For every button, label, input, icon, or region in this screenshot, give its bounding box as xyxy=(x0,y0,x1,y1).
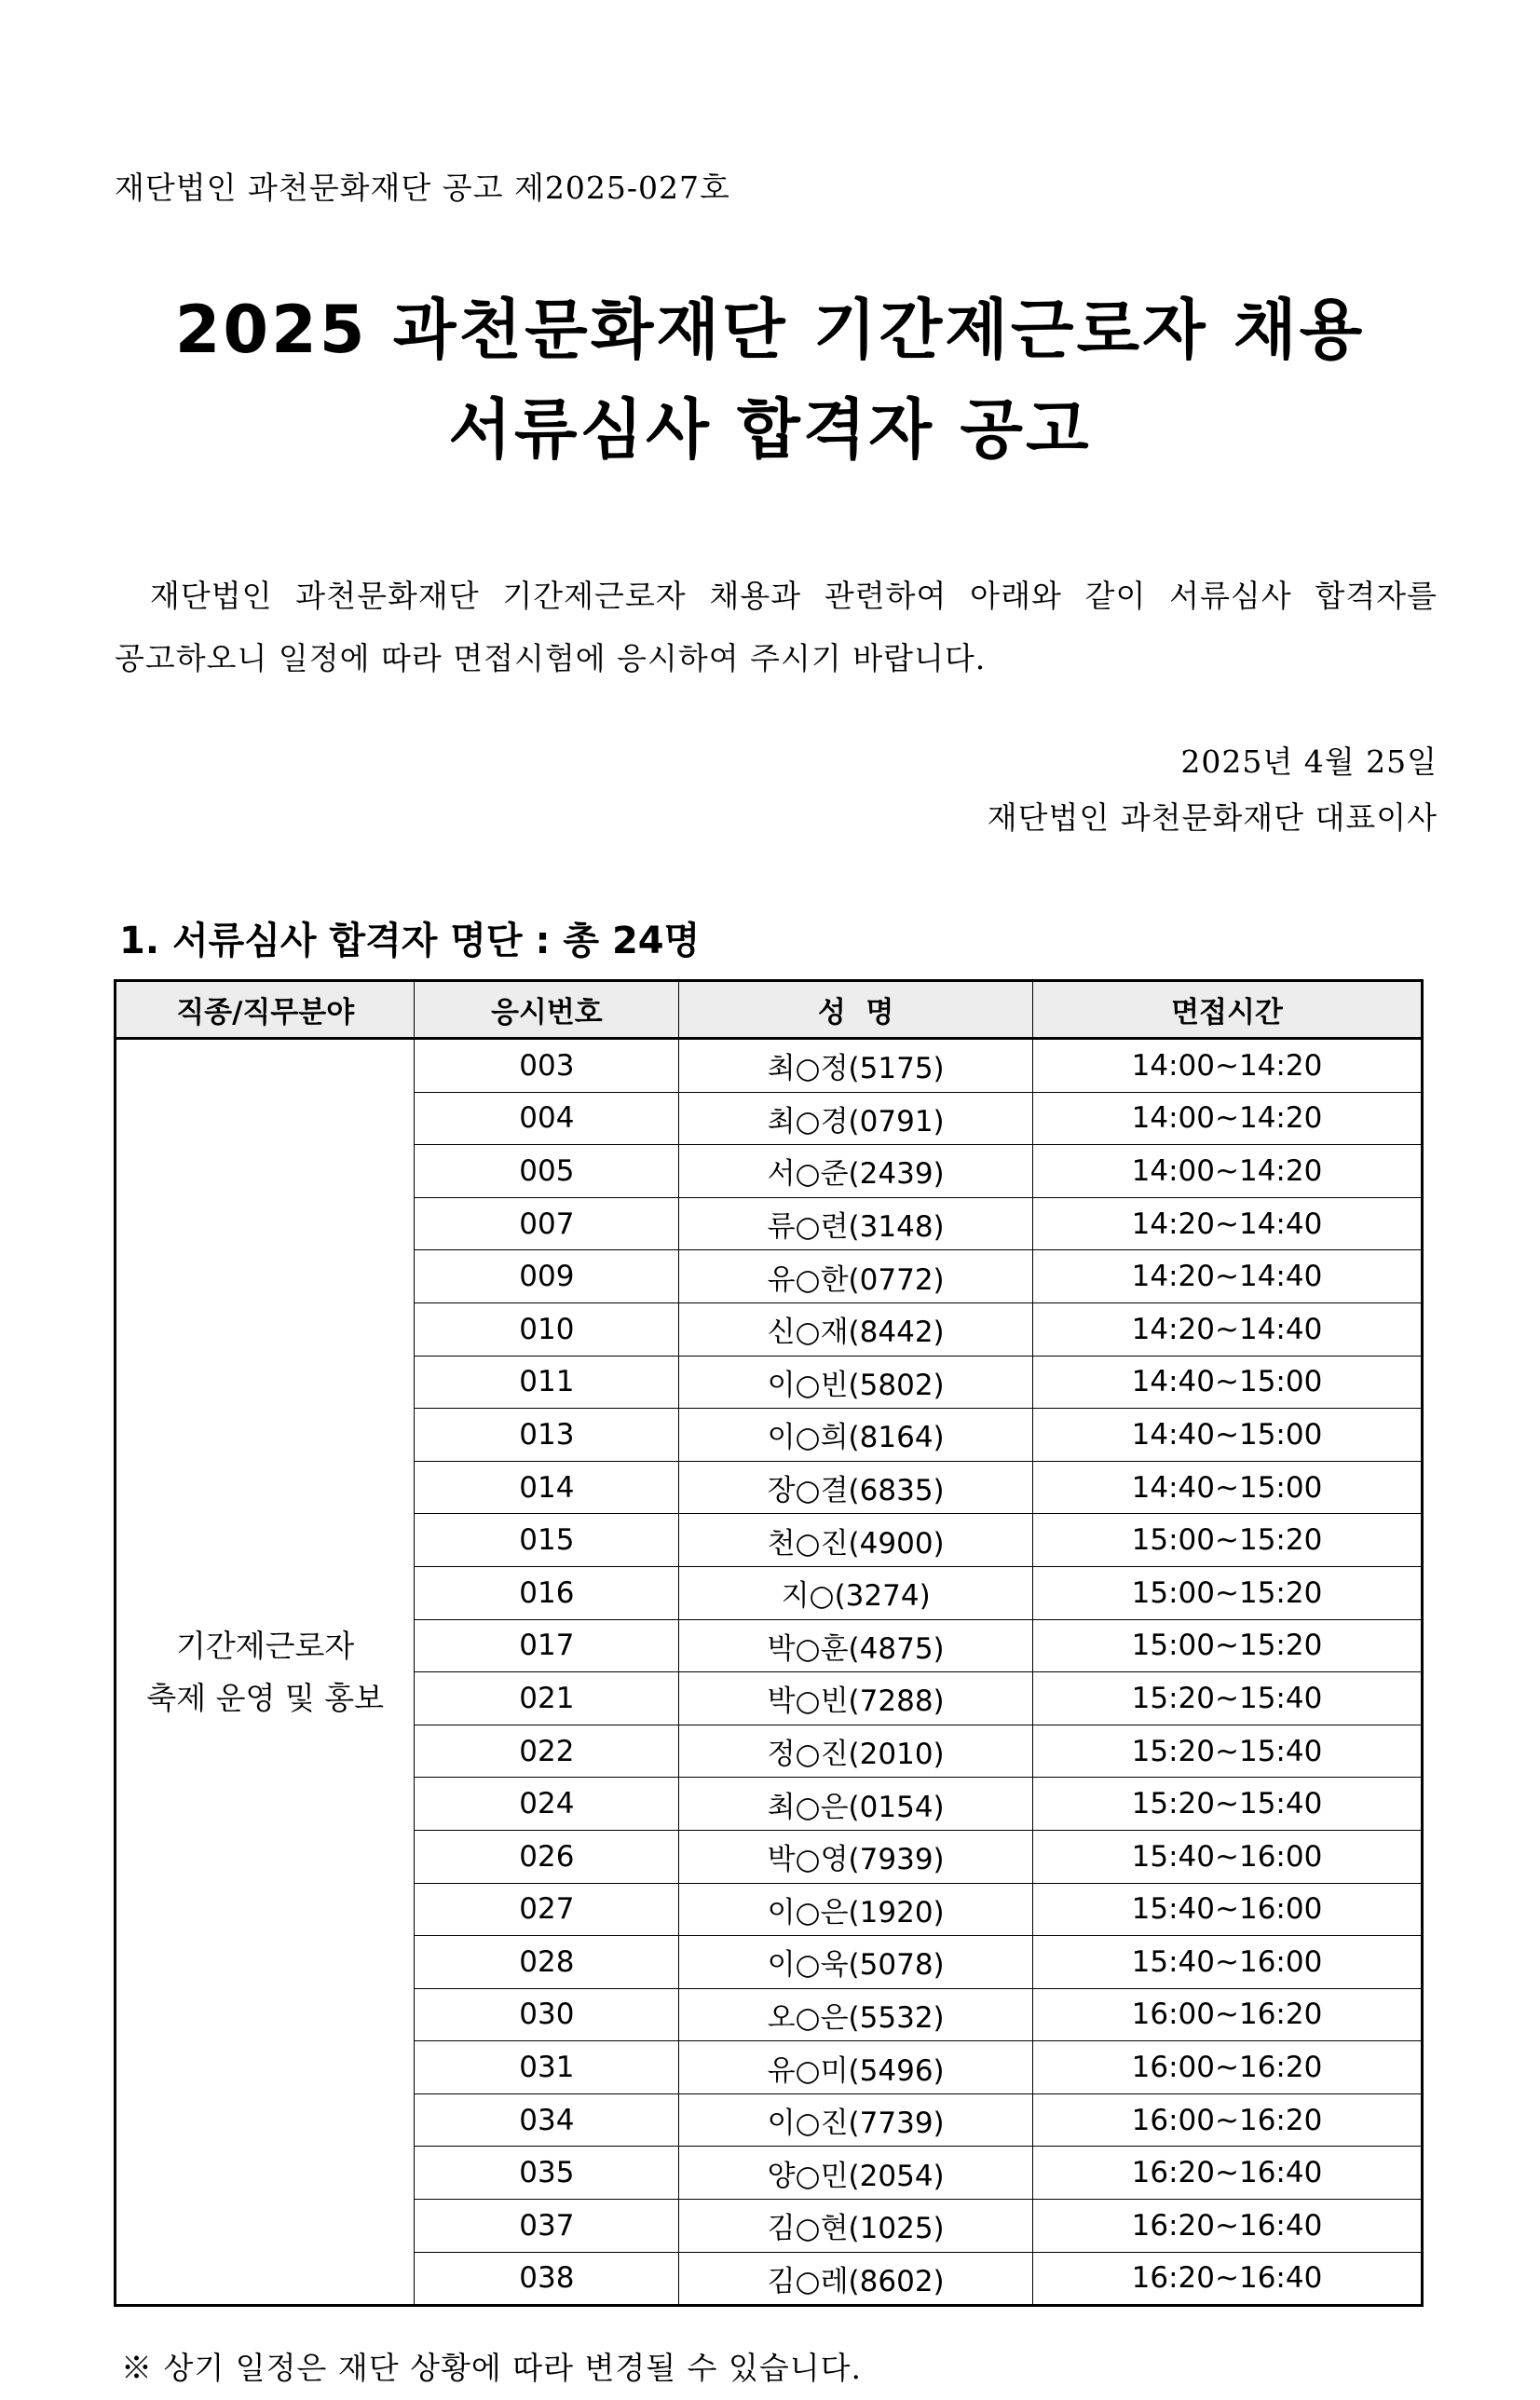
announcement-date: 2025년 4월 25일 xyxy=(1180,743,1438,780)
interview-time-cell: 15:20~15:40 xyxy=(1032,1778,1422,1831)
name-cell: 지○(3274) xyxy=(679,1566,1033,1619)
name-cell: 오○은(5532) xyxy=(679,1988,1033,2041)
interview-time-cell: 14:40~15:00 xyxy=(1032,1409,1422,1462)
category-line-2: 축제 운영 및 홍보 xyxy=(146,1679,384,1716)
section-title: 1. 서류심사 합격자 명단 : 총 24명 xyxy=(119,920,701,962)
table-row xyxy=(116,1039,1423,1093)
applicant-number-cell: 014 xyxy=(415,1461,679,1514)
footnote: ※ 상기 일정은 재단 상황에 따라 변경될 수 있습니다. xyxy=(121,2350,862,2386)
name-cell: 이○희(8164) xyxy=(679,1409,1033,1462)
header-category: 직종/직무분야 xyxy=(116,981,415,1039)
name-cell: 최○정(5175) xyxy=(679,1039,1033,1093)
interview-time-cell: 14:00~14:20 xyxy=(1032,1092,1422,1145)
applicant-number-cell: 022 xyxy=(415,1725,679,1778)
applicant-number-cell: 011 xyxy=(415,1356,679,1409)
applicant-number-cell: 024 xyxy=(415,1778,679,1831)
page-title-line-2: 서류심사 합격자 공고 xyxy=(448,391,1092,468)
applicant-number-cell: 013 xyxy=(415,1409,679,1462)
applicant-number-cell: 028 xyxy=(415,1936,679,1989)
name-cell: 이○빈(5802) xyxy=(679,1356,1033,1409)
body-paragraph-line-2: 공고하오니 일정에 따라 면접시험에 응시하여 주시기 바랍니다. xyxy=(115,640,987,676)
signer: 재단법인 과천문화재단 대표이사 xyxy=(987,799,1438,836)
interview-time-cell: 16:20~16:40 xyxy=(1032,2252,1422,2306)
interview-time-cell: 14:40~15:00 xyxy=(1032,1356,1422,1409)
interview-time-cell: 15:00~15:20 xyxy=(1032,1566,1422,1619)
applicant-number-cell: 027 xyxy=(415,1883,679,1936)
table-header-row xyxy=(116,981,1423,1039)
name-cell: 서○준(2439) xyxy=(679,1145,1033,1198)
interview-time-cell: 14:00~14:20 xyxy=(1032,1039,1422,1093)
applicant-number-cell: 005 xyxy=(415,1145,679,1198)
applicant-number-cell: 007 xyxy=(415,1197,679,1250)
table-body xyxy=(116,1039,1423,2306)
name-cell: 유○한(0772) xyxy=(679,1250,1033,1303)
interview-time-cell: 15:20~15:40 xyxy=(1032,1672,1422,1725)
name-cell: 천○진(4900) xyxy=(679,1514,1033,1567)
name-cell: 최○경(0791) xyxy=(679,1092,1033,1145)
body-paragraph-line-1: 재단법인 과천문화재단 기간제근로자 채용과 관련하여 아래와 같이 서류심사 합격자를 xyxy=(150,578,1438,614)
interview-time-cell: 14:20~14:40 xyxy=(1032,1250,1422,1303)
interview-time-cell: 16:00~16:20 xyxy=(1032,2093,1422,2147)
applicant-number-cell: 038 xyxy=(415,2252,679,2306)
applicant-number-cell: 017 xyxy=(415,1619,679,1672)
header-applicant-number: 응시번호 xyxy=(415,981,679,1039)
interview-time-cell: 15:20~15:40 xyxy=(1032,1725,1422,1778)
name-cell: 이○욱(5078) xyxy=(679,1936,1033,1989)
interview-time-cell: 14:20~14:40 xyxy=(1032,1302,1422,1356)
interview-time-cell: 14:00~14:20 xyxy=(1032,1145,1422,1198)
applicant-number-cell: 030 xyxy=(415,1988,679,2041)
interview-time-cell: 15:40~16:00 xyxy=(1032,1830,1422,1883)
interview-time-cell: 15:40~16:00 xyxy=(1032,1883,1422,1936)
applicant-number-cell: 026 xyxy=(415,1830,679,1883)
interview-time-cell: 14:40~15:00 xyxy=(1032,1461,1422,1514)
applicant-number-cell: 015 xyxy=(415,1514,679,1567)
interview-time-cell: 16:20~16:40 xyxy=(1032,2200,1422,2253)
applicant-number-cell: 004 xyxy=(415,1092,679,1145)
applicant-number-cell: 021 xyxy=(415,1672,679,1725)
applicant-number-cell: 035 xyxy=(415,2147,679,2200)
applicant-number-cell: 016 xyxy=(415,1566,679,1619)
page-title-line-1: 2025 과천문화재단 기간제근로자 채용 xyxy=(174,292,1366,368)
applicant-number-cell: 037 xyxy=(415,2200,679,2253)
interview-time-cell: 16:00~16:20 xyxy=(1032,2041,1422,2094)
applicant-number-cell: 003 xyxy=(415,1039,679,1093)
name-cell: 유○미(5496) xyxy=(679,2041,1033,2094)
category-cell xyxy=(116,1039,415,2306)
category-line-1: 기간제근로자 xyxy=(176,1627,355,1664)
interview-time-cell: 15:40~16:00 xyxy=(1032,1936,1422,1989)
name-cell: 장○결(6835) xyxy=(679,1461,1033,1514)
applicant-number-cell: 034 xyxy=(415,2093,679,2147)
name-cell: 이○진(7739) xyxy=(679,2093,1033,2147)
name-cell: 신○재(8442) xyxy=(679,1302,1033,1356)
header-interview-time: 면접시간 xyxy=(1032,981,1422,1039)
results-table xyxy=(114,979,1424,2307)
header-name: 성 명 xyxy=(679,981,1033,1039)
interview-time-cell: 16:20~16:40 xyxy=(1032,2147,1422,2200)
notice-number: 재단법인 과천문화재단 공고 제2025-027호 xyxy=(115,170,730,206)
applicant-number-cell: 009 xyxy=(415,1250,679,1303)
name-cell: 양○민(2054) xyxy=(679,2147,1033,2200)
name-cell: 최○은(0154) xyxy=(679,1778,1033,1831)
applicant-number-cell: 031 xyxy=(415,2041,679,2094)
name-cell: 정○진(2010) xyxy=(679,1725,1033,1778)
name-cell: 김○현(1025) xyxy=(679,2200,1033,2253)
name-cell: 이○은(1920) xyxy=(679,1883,1033,1936)
interview-time-cell: 14:20~14:40 xyxy=(1032,1197,1422,1250)
name-cell: 김○레(8602) xyxy=(679,2252,1033,2306)
name-cell: 박○영(7939) xyxy=(679,1830,1033,1883)
name-cell: 류○련(3148) xyxy=(679,1197,1033,1250)
interview-time-cell: 15:00~15:20 xyxy=(1032,1619,1422,1672)
interview-time-cell: 15:00~15:20 xyxy=(1032,1514,1422,1567)
applicant-number-cell: 010 xyxy=(415,1302,679,1356)
name-cell: 박○훈(4875) xyxy=(679,1619,1033,1672)
interview-time-cell: 16:00~16:20 xyxy=(1032,1988,1422,2041)
name-cell: 박○빈(7288) xyxy=(679,1672,1033,1725)
